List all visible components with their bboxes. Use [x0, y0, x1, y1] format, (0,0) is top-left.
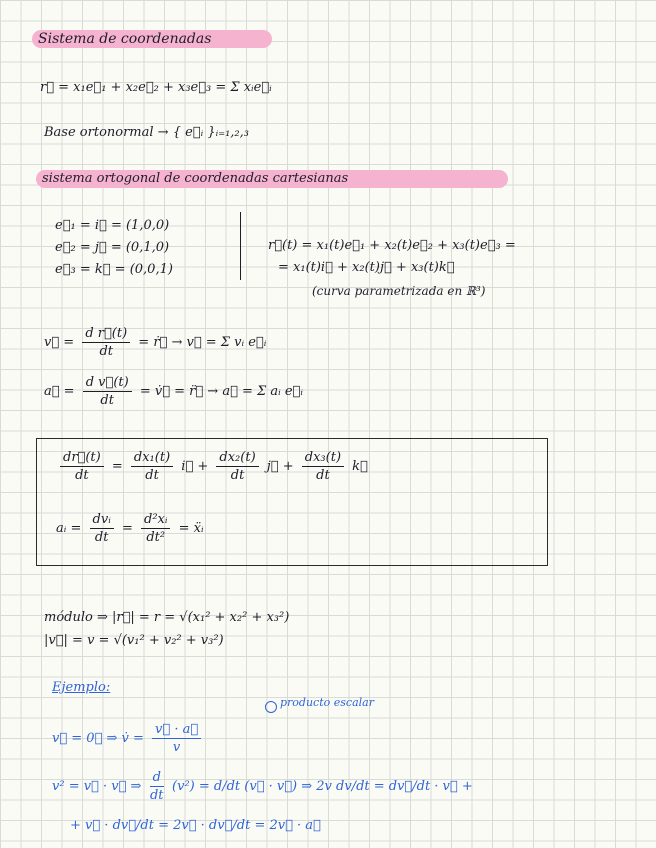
unit-i: i⃗ +: [181, 459, 209, 474]
dx2-fraction: [216, 450, 258, 483]
d2xi-numerator: d²xᵢ: [141, 512, 170, 529]
dr-denominator: dt: [75, 468, 89, 483]
dr-fraction: [60, 450, 104, 483]
acceleration-denominator: dt: [100, 393, 114, 408]
curve-note: (curva parametrizada en ℝ³): [312, 284, 486, 298]
parametric-curve-line-2: = x₁(t)i⃗ + x₂(t)j⃗ + x₃(t)k⃗: [278, 260, 455, 275]
ex2-fraction: [150, 770, 164, 803]
dx2-numerator: dx₂(t): [216, 450, 258, 467]
modulus-v: |v⃗| = v = √(v₁² + v₂² + v₃²): [44, 633, 224, 648]
example-line-1: [52, 722, 205, 755]
ex2-left: v² = v⃗ · v⃗ ⇒: [52, 779, 142, 794]
acceleration-right: = v̇⃗ = r̈⃗ → a⃗ = Σ aᵢ e⃗ᵢ: [139, 384, 303, 399]
ex1-numerator: v⃗ · a⃗: [152, 722, 201, 739]
basis-vector-3: e⃗₃ = k⃗ = (0,0,1): [55, 262, 173, 277]
dx3-numerator: dx₃(t): [302, 450, 344, 467]
dx1-numerator: dx₁(t): [131, 450, 173, 467]
scalar-product-note: producto escalar: [280, 696, 374, 709]
dvi-numerator: dvᵢ: [90, 512, 114, 529]
acceleration-fraction: [83, 375, 132, 408]
dx3-denominator: dt: [316, 468, 330, 483]
parametric-curve-line-1: r⃗(t) = x₁(t)e⃗₁ + x₂(t)e⃗₂ + x₃(t)e⃗₃ =: [268, 238, 516, 253]
velocity-definition: [44, 326, 266, 359]
dvi-fraction: [90, 512, 114, 545]
position-vector-equation: r⃗ = x₁e⃗₁ + x₂e⃗₂ + x₃e⃗₃ = Σ xᵢe⃗ᵢ: [40, 80, 272, 95]
page-title: Sistema de coordenadas: [38, 31, 212, 47]
velocity-denominator: dt: [99, 344, 113, 359]
dx1-fraction: [131, 450, 173, 483]
basis-vector-1: e⃗₁ = i⃗ = (1,0,0): [55, 218, 170, 233]
dvi-denominator: dt: [94, 530, 109, 545]
equals-sign: =: [111, 459, 123, 474]
ex2-rest: (v²) = d/dt (v⃗ · v⃗) ⇒ 2v dv/dt = dv⃗/dt · v⃗ +: [172, 779, 473, 794]
unit-k: k⃗: [352, 459, 368, 474]
ai-left: aᵢ =: [56, 521, 82, 536]
acceleration-component: [56, 512, 204, 545]
velocity-left: v⃗ =: [44, 335, 75, 350]
dr-numerator: dr⃗(t): [60, 450, 104, 467]
ex1-denominator: v: [172, 740, 181, 755]
xi-double-dot: = ẍᵢ: [178, 521, 204, 536]
d2xi-fraction: [141, 512, 170, 545]
velocity-numerator: d r⃗(t): [82, 326, 130, 343]
dx2-denominator: dt: [230, 468, 245, 483]
ex1-fraction: [152, 722, 201, 755]
dx3-fraction: [302, 450, 344, 483]
acceleration-definition: [44, 375, 303, 408]
example-heading: Ejemplo:: [52, 680, 111, 695]
velocity-right: = ṙ⃗ → v⃗ = Σ vᵢ e⃗ᵢ: [138, 335, 267, 350]
modulus-r: módulo ⇒ |r⃗| = r = √(x₁² + x₂² + x₃²): [44, 610, 290, 625]
annotation-circle: [265, 701, 277, 713]
acceleration-left: a⃗ =: [44, 384, 75, 399]
derivative-expansion: [56, 450, 368, 483]
ex2-denominator: dt: [149, 788, 164, 803]
basis-vector-2: e⃗₂ = j⃗ = (0,1,0): [55, 240, 170, 255]
unit-j: j⃗ +: [266, 459, 294, 474]
orthonormal-base: Base ortonormal → { e⃗ᵢ }ᵢ₌₁,₂,₃: [44, 125, 249, 140]
d2xi-denominator: dt²: [146, 530, 166, 545]
acceleration-numerator: d v⃗(t): [83, 375, 132, 392]
example-line-3: + v⃗ · dv⃗/dt = 2v⃗ · dv⃗/dt = 2v⃗ · a⃗: [70, 818, 321, 833]
velocity-fraction: [82, 326, 130, 359]
section-subtitle: sistema ortogonal de coordenadas cartesianas: [42, 171, 349, 186]
ex1-left: v⃗ = 0⃗ ⇒ v̇ =: [52, 731, 144, 746]
example-line-2: [52, 770, 473, 803]
equals-sign-2: =: [121, 521, 133, 536]
separator-line: [240, 212, 241, 280]
dx1-denominator: dt: [145, 468, 159, 483]
ex2-numerator: d: [150, 770, 164, 787]
